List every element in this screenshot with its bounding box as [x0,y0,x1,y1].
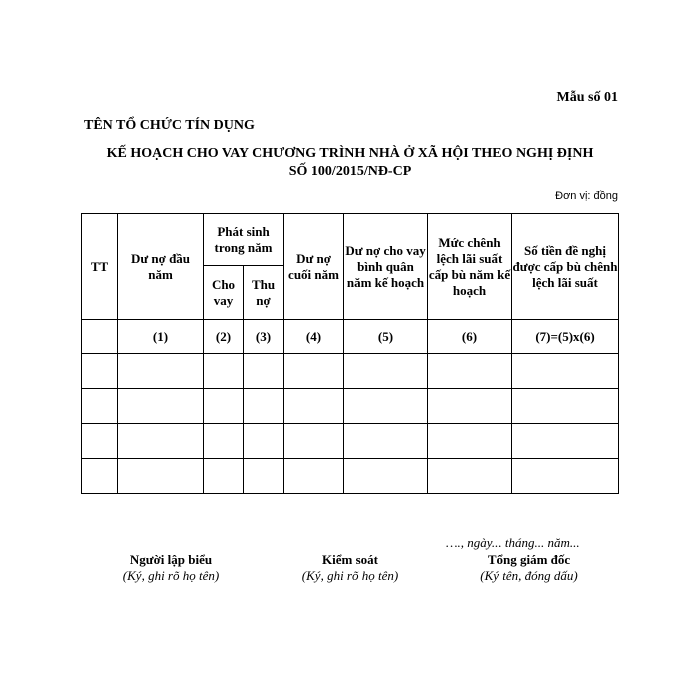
column-number: (1) [118,320,204,354]
table-cell [82,459,118,494]
header-lending: Cho vay [204,266,244,320]
loan-plan-table [81,213,619,494]
header-opening-balance: Dư nợ đầu năm [118,214,204,320]
signature-block-director [454,552,604,584]
signer-note: (Ký, ghi rõ họ tên) [122,568,220,583]
header-collection: Thu nợ [244,266,284,320]
column-number-row [82,320,619,354]
table-cell [118,389,204,424]
table-cell [204,354,244,389]
empty-rows [82,354,619,494]
column-number: (3) [244,320,284,354]
signature-block-controller [275,552,425,584]
table-cell [512,459,619,494]
form-number: Mẫu số 01 [556,90,618,105]
table-cell [512,424,619,459]
table-cell [428,459,512,494]
signature-block-preparer [96,552,246,584]
currency-unit: Đơn vị: đồng [555,190,618,202]
table-cell [204,389,244,424]
table-cell [204,424,244,459]
table-row [82,389,619,424]
signer-note: (Ký tên, đóng dấu) [480,568,578,583]
table-row [82,354,619,389]
table-cell [118,354,204,389]
table-cell [428,354,512,389]
table-cell [428,424,512,459]
signer-role: Kiểm soát [322,552,378,567]
table-cell [344,354,428,389]
header-interest-difference: Mức chênh lệch lãi suất cấp bù năm kế hoạch [428,214,512,320]
table-cell [512,389,619,424]
table-cell [284,354,344,389]
table-cell [512,354,619,389]
header-tt: TT [82,214,118,320]
header-requested-amount: Số tiền đề nghị được cấp bù chênh lệch lãi suất [512,214,619,320]
date-line: …., ngày... tháng... năm... [446,535,580,550]
table-cell [82,354,118,389]
column-number: (5) [344,320,428,354]
table-cell [428,389,512,424]
signer-role: Tổng giám đốc [487,552,571,567]
table-cell [118,424,204,459]
table-cell [244,389,284,424]
table-row [82,459,619,494]
header-closing-balance: Dư nợ cuối năm [284,214,344,320]
table-cell [244,459,284,494]
table-row [82,424,619,459]
table-cell [82,320,118,354]
table-cell [244,424,284,459]
column-number: (4) [284,320,344,354]
table-cell [284,424,344,459]
table-cell [344,459,428,494]
table-cell [82,389,118,424]
header-arising-in-year: Phát sinh trong năm [204,214,284,266]
column-number: (7)=(5)x(6) [512,320,619,354]
signer-note: (Ký, ghi rõ họ tên) [301,568,399,583]
table-cell [82,424,118,459]
table-cell [344,424,428,459]
column-number: (6) [428,320,512,354]
table-cell [284,389,344,424]
document-title-line2: SỐ 100/2015/NĐ-CP [288,164,412,179]
document-title-line1: KẾ HOẠCH CHO VAY CHƯƠNG TRÌNH NHÀ Ở XÃ HỘI THEO NGHỊ ĐỊNH [106,146,594,161]
header-average-balance: Dư nợ cho vay bình quân năm kế hoạch [344,214,428,320]
table-cell [344,389,428,424]
signer-role: Người lập biểu [129,552,213,567]
table-cell [284,459,344,494]
organization-name: TÊN TỔ CHỨC TÍN DỤNG [84,118,255,133]
table-cell [204,459,244,494]
table-cell [118,459,204,494]
table-cell [244,354,284,389]
column-number: (2) [204,320,244,354]
